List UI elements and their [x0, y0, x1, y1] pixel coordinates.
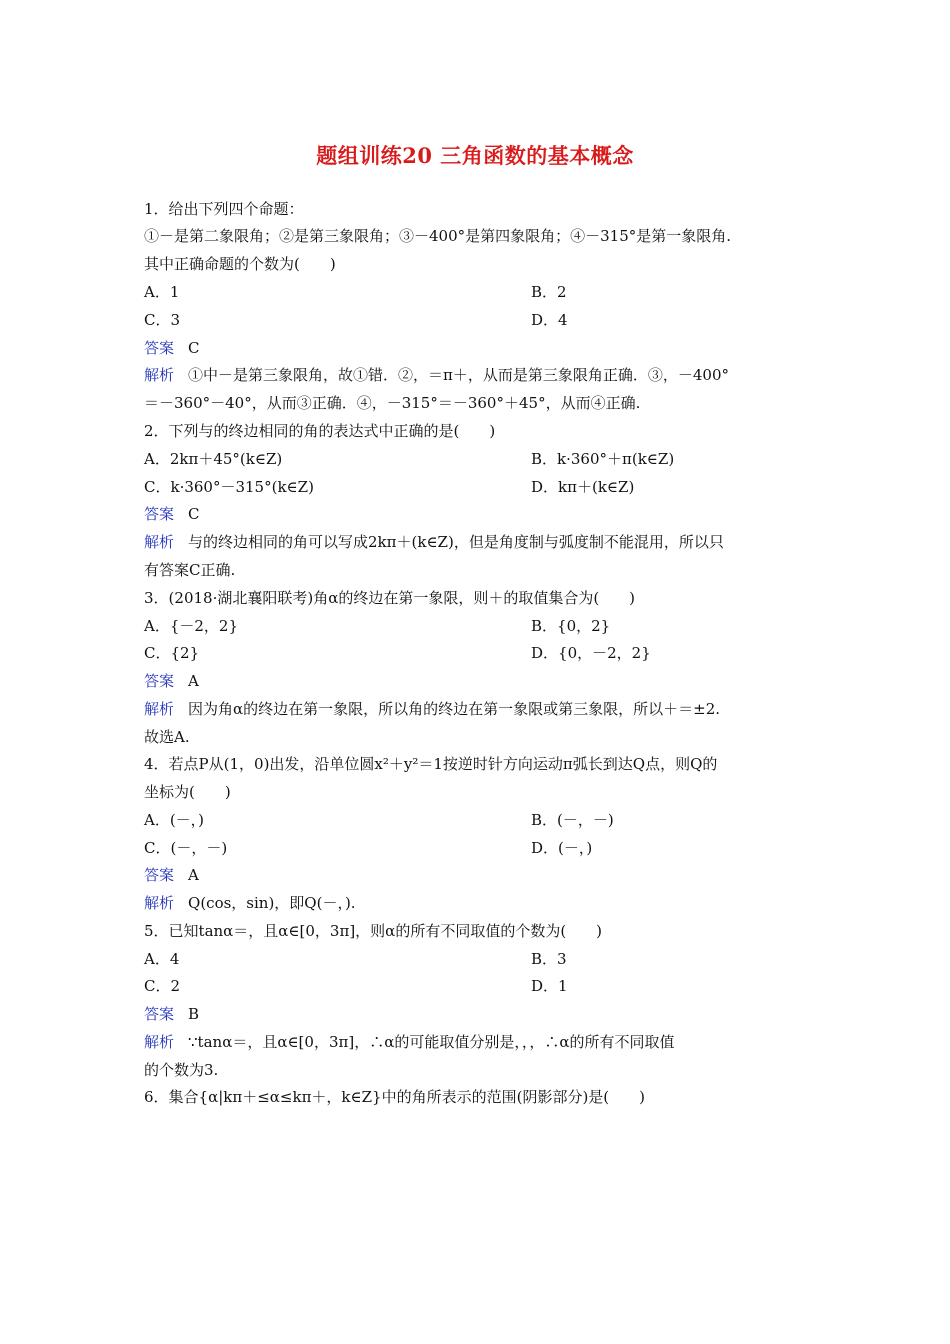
q2-stem: 2．下列与的终边相同的角的表达式中正确的是( )	[144, 422, 496, 440]
q4-answer	[144, 865, 199, 885]
q1-option-b: B．2	[531, 283, 567, 301]
q5-stem: 5．已知tanα＝，且α∈[0，3π]，则α的所有不同取值的个数为( )	[144, 922, 603, 940]
q4-option-d: D．(－，)	[531, 839, 593, 857]
q5-answer-value: B	[188, 1005, 200, 1023]
q2-analysis-line1	[144, 532, 724, 552]
q3-stem: 3．(2018·湖北襄阳联考)角α的终边在第一象限，则＋的取值集合为( )	[144, 589, 636, 607]
q4-option-c: C．(－，－)	[144, 839, 228, 857]
q1-stem: 1．给出下列四个命题：	[144, 200, 304, 218]
q4-analysis-text1: Q(cos，sin)，即Q(－，).	[188, 894, 356, 912]
q1-analysis-text1: ①中－是第三象限角，故①错．②，＝π＋，从而是第三象限角正确．③，－400°	[188, 366, 730, 384]
q1-question: 其中正确命题的个数为( )	[144, 255, 336, 273]
q2-analysis-line2: 有答案C正确.	[144, 561, 236, 579]
q4-stem-line2: 坐标为( )	[144, 783, 231, 801]
analysis-label: 解析	[144, 700, 175, 718]
q2-option-b: B．k·360°＋π(k∈Z)	[531, 450, 675, 468]
q5-option-a: A．4	[144, 950, 180, 968]
q3-analysis-line1	[144, 699, 720, 719]
q4-stem-line1: 4．若点P从(1，0)出发，沿单位圆x²＋y²＝1按逆时针方向运动π弧长到达Q点，则Q的	[144, 755, 718, 773]
q1-analysis-line1	[144, 365, 729, 385]
answer-label: 答案	[144, 1005, 175, 1023]
q1-answer	[144, 338, 200, 358]
q4-option-b: B．(－，－)	[531, 811, 614, 829]
answer-label: 答案	[144, 339, 175, 357]
q3-analysis-text1: 因为角α的终边在第一象限，所以角的终边在第一象限或第三象限，所以＋＝±2.	[188, 700, 721, 718]
q1-propositions: ①－是第二象限角；②是第三象限角；③－400°是第四象限角；④－315°是第一象限角.	[144, 227, 732, 245]
q5-option-b: B．3	[531, 950, 567, 968]
q2-answer	[144, 504, 200, 524]
q4-option-a: A．(－，)	[144, 811, 205, 829]
q3-option-b: B．{0，2}	[531, 617, 611, 635]
q4-analysis-line1	[144, 893, 356, 913]
analysis-label: 解析	[144, 894, 175, 912]
q5-analysis-line1	[144, 1032, 674, 1052]
q1-option-c: C．3	[144, 311, 181, 329]
q1-option-a: A．1	[144, 283, 180, 301]
analysis-label: 解析	[144, 1033, 175, 1051]
q1-option-d: D．4	[531, 311, 568, 329]
answer-label: 答案	[144, 866, 175, 884]
page-title: 题组训练20 三角函数的基本概念	[316, 143, 634, 168]
q1-answer-value: C	[188, 339, 200, 357]
q3-answer	[144, 671, 199, 691]
q5-analysis-text1: ∵tanα＝，且α∈[0，3π]，∴α的可能取值分别是，，，∴α的所有不同取值	[188, 1033, 675, 1051]
answer-label: 答案	[144, 672, 175, 690]
q2-analysis-text1: 与的终边相同的角可以写成2kπ＋(k∈Z)，但是角度制与弧度制不能混用，所以只	[188, 533, 724, 551]
q6-stem: 6．集合{α|kπ＋≤α≤kπ＋，k∈Z}中的角所表示的范围(阴影部分)是( )	[144, 1088, 646, 1106]
answer-label: 答案	[144, 505, 175, 523]
q3-option-a: A．{－2，2}	[144, 617, 239, 635]
analysis-label: 解析	[144, 533, 175, 551]
q2-option-c: C．k·360°－315°(k∈Z)	[144, 478, 314, 496]
q4-answer-value: A	[188, 866, 199, 884]
q5-analysis-line2: 的个数为3.	[144, 1061, 219, 1079]
q5-option-c: C．2	[144, 977, 181, 995]
q2-option-d: D．kπ＋(k∈Z)	[531, 478, 635, 496]
q2-answer-value: C	[188, 505, 200, 523]
q3-answer-value: A	[188, 672, 199, 690]
q3-analysis-line2: 故选A.	[144, 728, 190, 746]
q5-answer	[144, 1004, 199, 1024]
q2-option-a: A．2kπ＋45°(k∈Z)	[144, 450, 283, 468]
analysis-label: 解析	[144, 366, 175, 384]
q1-analysis-line2: ＝－360°－40°，从而③正确．④，－315°＝－360°＋45°，从而④正确.	[144, 394, 641, 412]
q3-option-d: D．{0，－2，2}	[531, 644, 651, 662]
q5-option-d: D．1	[531, 977, 568, 995]
q3-option-c: C．{2}	[144, 644, 200, 662]
